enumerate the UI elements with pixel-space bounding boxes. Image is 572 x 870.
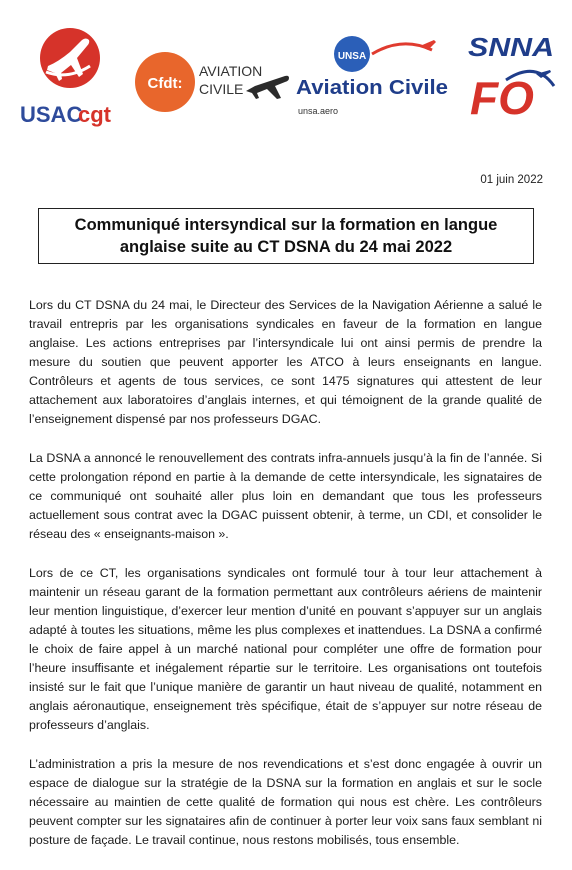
airplane-icon — [246, 76, 289, 99]
paragraph-4: L’administration a pris la mesure de nos revendications et s’est donc engagée à ouvrir un espace de dialogue sur la stratégie de la DSNA sur la formation en anglais et sur le socle nécessaire au maintien de cette qualité de formation qui nous est chère. Les contrôleurs peuvent compter sur les signataires afin de continuer à porter leur voix sans faux semblant ni posture de façade. Le travail continue, nous restons mobilisés, tous ensemble. — [29, 757, 542, 847]
cfdt-line1: AVIATION — [199, 63, 263, 79]
usac-text: USAC — [20, 102, 83, 127]
document-title: Communiqué intersyndical sur la formation en langue anglaise suite au CT DSNA du 24 mai 2022 — [74, 216, 498, 256]
cfdt-line2: CIVILE — [199, 81, 244, 97]
document-date: 01 juin 2022 — [480, 174, 543, 186]
fo-text: FO — [470, 72, 534, 124]
unsa-main-text: Aviation Civile — [296, 77, 448, 99]
airplane-icon — [420, 40, 436, 50]
unsa-sub-text: unsa.aero — [298, 106, 339, 116]
snna-text: SNNA — [468, 32, 554, 62]
cgt-text: cgt — [78, 102, 111, 127]
paragraph-2: La DSNA a annoncé le renouvellement des contrats infra-annuels jusqu’à la fin de l’année. Si cette prolongation répond en partie à la demande de cette intersyndicale, les signataires de ce communiqué ont souhaité aller plus loin en demandant que tous les professeurs actuellement sous contrat avec la DGAC puissent obtenir, à terme, un CDI, et consolider le réseau des « enseignants-maison ». — [29, 451, 542, 541]
unsa-badge-text: UNSA — [337, 51, 367, 62]
snna-fo-logo — [466, 30, 558, 126]
paragraph-1: Lors du CT DSNA du 24 mai, le Directeur des Services de la Navigation Aérienne a salué le travail entrepris par les organisations syndicales en faveur de la formation en langue anglaise. Les actions entreprises par l’intersyndicale lui ont ainsi permis de prendre la mesure du soutien que peuvent apporter les ATCO à leurs enseignants en langue. Contrôleurs et agents de tous services, ce sont 1475 signatures qui attestent de leur attachement aux laboratoires d’anglais internes, et qui témoignent de la grande qualité de l’enseignement dispensé par nos professeurs DGAC. — [29, 298, 542, 426]
unsa-aviation-logo — [292, 32, 452, 128]
cfdt-badge-text: Cfdt: — [147, 75, 183, 92]
cfdt-aviation-logo — [135, 40, 290, 124]
logo-bar — [0, 22, 572, 132]
document-body — [29, 296, 542, 870]
paragraph-3: Lors de ce CT, les organisations syndicales ont formulé tour à tour leur attachement à maintenir un réseau garant de la formation permettant aux contrôleurs aériens de maintenir leur mention linguistique, d’exercer leur mention d’unité en pouvant s’appuyer sur un anglais adapté à toutes les situations, même les plus complexes et inattendues. La DSNA a confirmé le choix de faire appel à un marché national pour compléter une offre de formation pour l’heure insuffisante et inégalement répartie sur le territoire. Les organisations ont toutefois insisté sur le fait que l’unique manière de garantir un haut niveau de qualité, notamment en anglais aéronautique, enseignement très spécifique, était de s’appuyer sur notre réseau de professeurs d’anglais. — [29, 566, 542, 732]
title-box — [38, 208, 534, 264]
usac-cgt-logo — [18, 24, 130, 128]
